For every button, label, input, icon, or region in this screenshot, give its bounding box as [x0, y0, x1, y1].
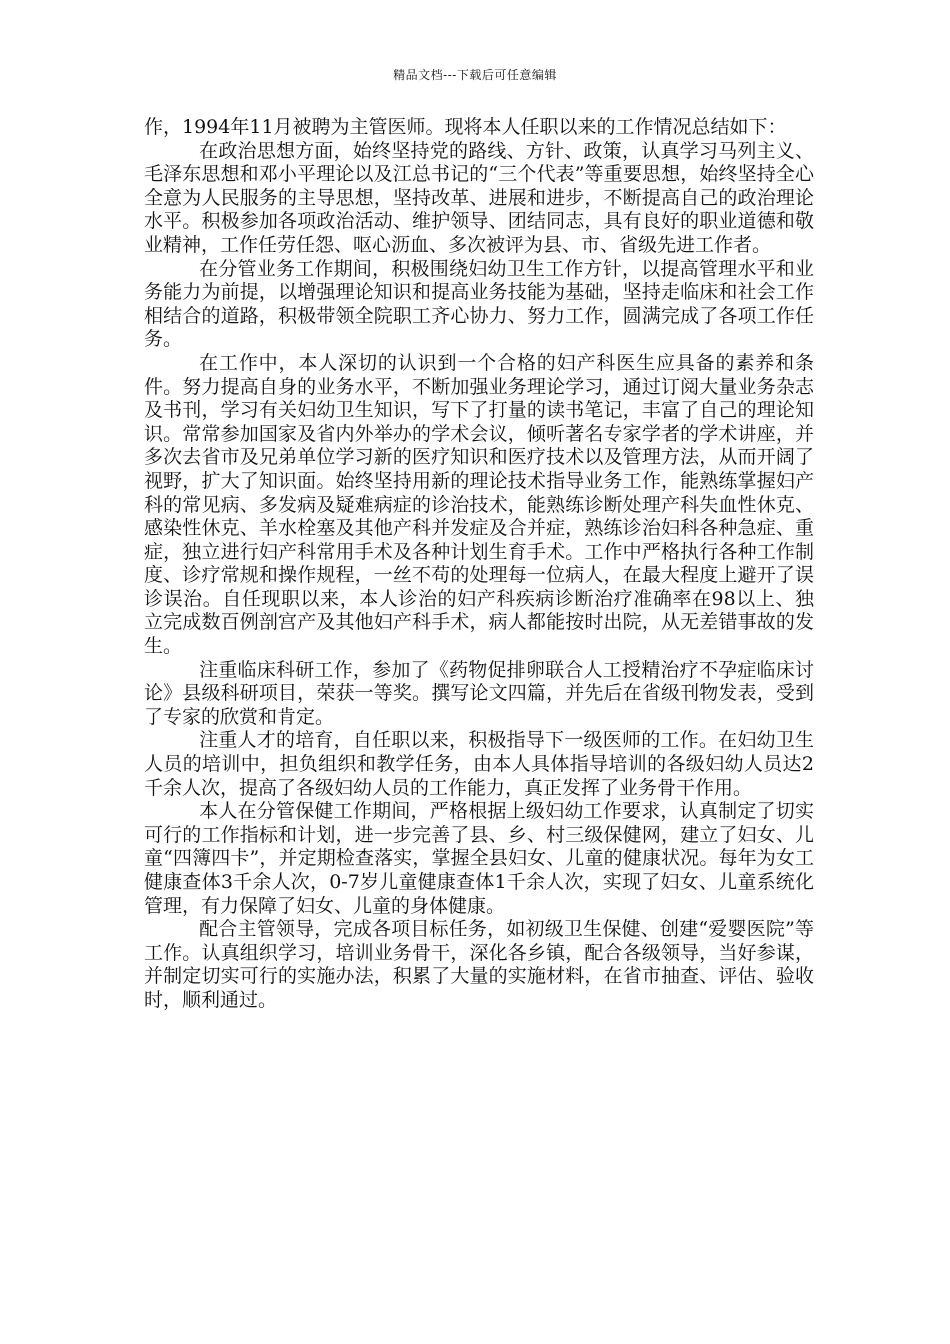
- paragraph-clinical: 在工作中，本人深切的认识到一个合格的妇产科医生应具备的素养和条件。努力提高自身的业务水平，不断加强业务理论学习，通过订阅大量业务杂志及书刊，学习有关妇幼卫生知识，写下了打量的读书笔记，丰富了自己的理论知识。常常参加国家及省内外举办的学术会议，倾听著名专家学者的学术讲座，并多次去省市及兄弟单位学习新的医疗知识和医疗技术以及管理方法，从而开阔了视野，扩大了知识面。始终坚持用新的理论技术指导业务工作，能熟练掌握妇产科的常见病、多发病及疑难病症的诊治技术，能熟练诊断处理产科失血性休克、感染性休克、羊水栓塞及其他产科并发症及合并症，熟练诊治妇科各种急症、重症，独立进行妇产科常用手术及各种计划生育手术。工作中严格执行各种工作制度、诊疗常规和操作规程，一丝不苟的处理每一位病人，在最大程度上避开了误诊误治。自任现职以来，本人诊治的妇产科疾病诊断治疗准确率在98以上、独立完成数百例剖宫产及其他妇产科手术，病人都能按时出院，从无差错事故的发生。: [144, 351, 814, 658]
- paragraph-continued: 作，1994年11月被聘为主管医师。现将本人任职以来的工作情况总结如下：: [144, 116, 787, 138]
- paragraph-healthcare: 本人在分管保健工作期间，严格根据上级妇幼工作要求，认真制定了切实可行的工作指标和计划，进一步完善了县、乡、村三级保健网，建立了妇女、儿童“四簿四卡”，并定期检查落实，掌握全县妇女、儿童的健康状况。每年为女工健康查体3千余人次，0-7岁儿童健康查体1千余人次，实现了妇女、儿童系统化管理，有力保障了妇女、儿童的身体健康。: [144, 800, 814, 917]
- paragraph-training: 注重人才的培育，自任职以来，积极指导下一级医师的工作。在妇幼卫生人员的培训中，担负组织和教学任务，由本人具体指导培训的各级妇幼人员达2千余人次，提高了各级妇幼人员的工作能力，真正发挥了业务骨干作用。: [144, 729, 814, 799]
- paragraph-cooperation: 配合主管领导，完成各项目标任务，如初级卫生保健、创建“爱婴医院”等工作。认真组织学习，培训业务骨干，深化各乡镇，配合各级领导，当好参谋，并制定切实可行的实施办法，积累了大量的实施材料，在省市抽查、评估、验收时，顺利通过。: [144, 918, 814, 1011]
- paragraph-research: 注重临床科研工作，参加了《药物促排卵联合人工授精治疗不孕症临床讨论》县级科研项目，荣获一等奖。撰写论文四篇，并先后在省级刊物发表，受到了专家的欣赏和肯定。: [144, 658, 814, 728]
- paragraph-political: 在政治思想方面，始终坚持党的路线、方针、政策，认真学习马列主义、毛泽东思想和邓小平理论以及江总书记的“三个代表”等重要思想，始终坚持全心全意为人民服务的主导思想，坚持改革、进展和进步，不断提高自己的政治理论水平。积极参加各项政治活动、维护领导、团结同志，具有良好的职业道德和敬业精神，工作任劳任怨、呕心沥血、多次被评为县、市、省级先进工作者。: [144, 139, 814, 256]
- page-header: 精品文档---下载后可任意编辑: [393, 68, 557, 82]
- document-body: [144, 116, 814, 1013]
- paragraph-management: 在分管业务工作期间，积极围绕妇幼卫生工作方针，以提高管理水平和业务能力为前提，以增强理论知识和提高业务技能为基础，坚持走临床和社会工作相结合的道路，积极带领全院职工齐心协力、努力工作，圆满完成了各项工作任务。: [144, 257, 814, 351]
